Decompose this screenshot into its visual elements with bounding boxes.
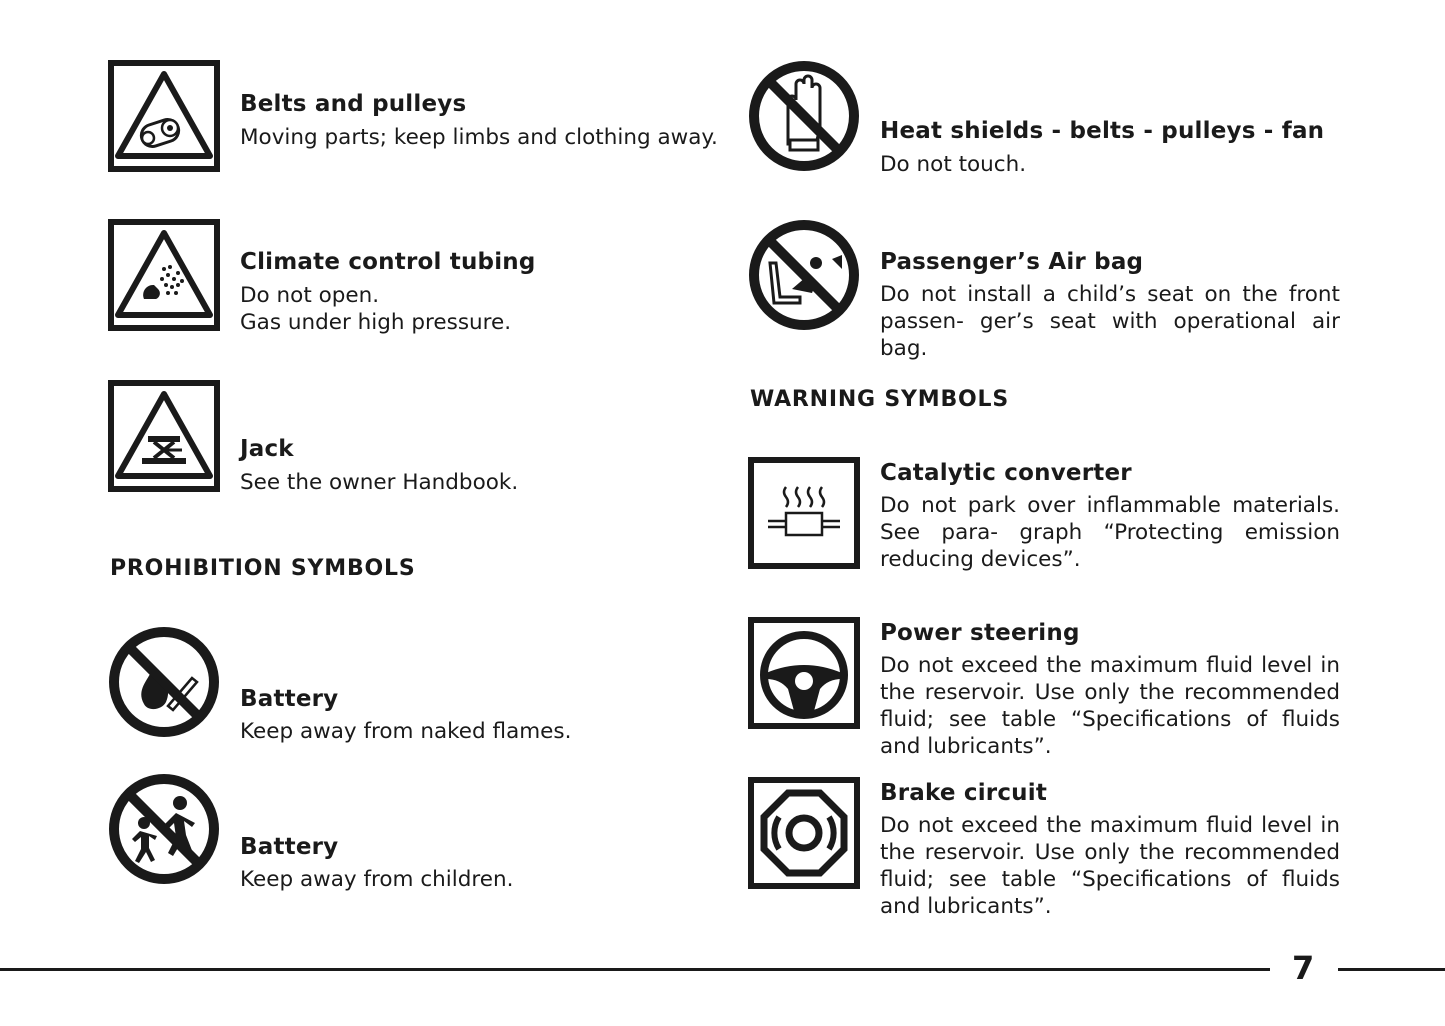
- keep-away-children-icon: [108, 773, 220, 885]
- brake-title: Brake circuit: [880, 780, 1048, 806]
- climate-desc-line-2: Gas under high pressure.: [240, 310, 512, 335]
- brake-circuit-icon: [748, 777, 860, 889]
- brake-desc: Do not exceed the maximum fluid level in the reservoir. Use only the recommended fluid; see table “Specifications of fluids and lubricants”.: [880, 813, 1340, 919]
- page-number: 7: [1292, 949, 1315, 987]
- heat-desc: Do not touch.: [880, 152, 1027, 177]
- catalytic-desc: Do not park over inflammable materials. See para- graph “Protecting emission reducing devices”.: [880, 493, 1340, 572]
- climate-desc-line-1: Do not open.: [240, 283, 380, 308]
- steering-desc: Do not exceed the maximum fluid level in the reservoir. Use only the recommended fluid; see table “Specifications of fluids and lubricants”.: [880, 653, 1340, 759]
- footer-rule-left: [0, 968, 1270, 971]
- jack-title: Jack: [240, 436, 294, 462]
- steering-title: Power steering: [880, 620, 1080, 646]
- jack-desc: See the owner Handbook.: [240, 470, 519, 495]
- climate-desc: [240, 282, 511, 336]
- climate-title: Climate control tubing: [240, 249, 536, 275]
- battery-flames-desc: Keep away from naked flames.: [240, 719, 572, 744]
- footer-rule-right: [1338, 968, 1445, 971]
- belts-pulleys-danger-icon: [108, 60, 220, 172]
- airbag-desc: Do not install a child’s seat on the front passen- ger’s seat with operational air bag.: [880, 282, 1340, 361]
- battery-children-title: Battery: [240, 834, 339, 860]
- no-child-seat-airbag-icon: [748, 219, 860, 331]
- battery-flames-title: Battery: [240, 686, 339, 712]
- climate-tubing-danger-icon: [108, 219, 220, 331]
- heat-title: Heat shields - belts - pulleys - fan: [880, 118, 1325, 144]
- jack-danger-icon: [108, 380, 220, 492]
- catalytic-converter-icon: [748, 457, 860, 569]
- belts-desc: Moving parts; keep limbs and clothing away.: [240, 125, 718, 150]
- prohibition-heading: PROHIBITION SYMBOLS: [110, 556, 416, 581]
- no-naked-flames-icon: [108, 626, 220, 738]
- battery-children-desc: Keep away from children.: [240, 867, 514, 892]
- steering-wheel-icon: [748, 617, 860, 729]
- belts-title: Belts and pulleys: [240, 91, 467, 117]
- do-not-touch-hand-icon: [748, 60, 860, 172]
- airbag-title: Passenger’s Air bag: [880, 249, 1144, 275]
- catalytic-title: Catalytic converter: [880, 460, 1132, 486]
- warning-heading: WARNING SYMBOLS: [750, 387, 1009, 412]
